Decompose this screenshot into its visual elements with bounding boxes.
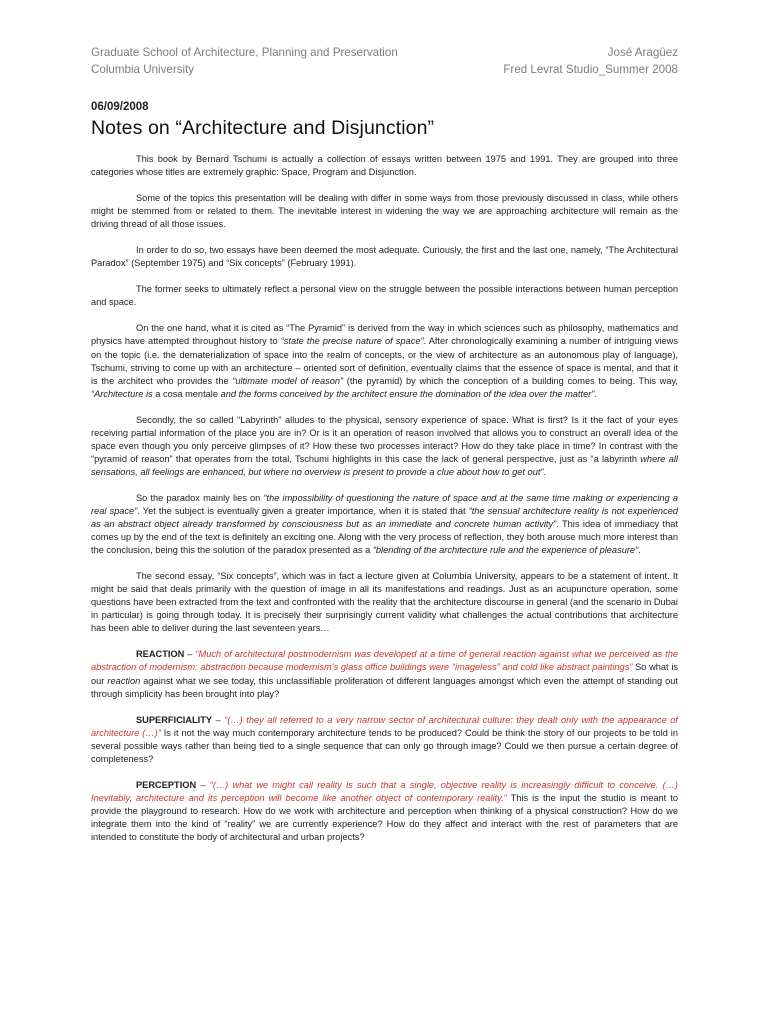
text-span: . This idea of immediacy that comes up by the end of the text is definitely an exciting one. Along with the very process of reflection, they both arouse much more interest than the conclusion, being this the solution of the paradox presented as a — [91, 519, 678, 556]
text-span: . Yet the subject is eventually given a greater importance, when it is stated that — [137, 505, 469, 516]
paragraph-intro: This book by Bernard Tschumi is actually a collection of essays written between 1975 and 1991. They are grouped into three categories whose titles are extremely graphic: Space, Program and Disjunction. — [91, 154, 678, 178]
text-span: . — [638, 545, 641, 556]
quote-span: “Architecture is — [91, 388, 153, 399]
header-right — [503, 44, 678, 78]
dash-span: – — [212, 714, 225, 725]
text-span: So what is our — [91, 662, 678, 686]
text-span: Secondly, the so called “Labyrinth” alludes to the physical, sensory experience of space. What is first? Is it the fact of your eyes receiving partial information of the place you are in? Or is it an operation of reason involved that allows you to construct an overall idea of the space even though you only perceive glimpses of it? How these two processes interact? How do they take place in time? In contrast with the “pyramid of reason” that operates from the total, Tschumi highlights in this case the lack of general perspective, just as “a labyrinth — [91, 414, 678, 464]
paragraph-essays: In order to do so, two essays have been deemed the most adequate. Curiously, the first and the last one, namely, “The Architectural Paradox” (September 1975) and “Six concepts” (February 1991). — [91, 245, 678, 269]
text-span: Is it not the way much contemporary architecture tends to be produced? Could be think the story of our projects to be told in several possible ways rather than being tied to a single sequence that can only go through image? Could we then pursue a certain degree of completeness? — [91, 727, 678, 764]
red-quote-span: “(…) what we might call reality is such that a single, objective reality is increasingly difficult to conceive. (…) Inevitably, architecture and its perception will become like another object of contemporary reality.” — [91, 779, 678, 803]
university-name: Columbia University — [91, 63, 195, 76]
quote-span: “ultimate model of reason” — [232, 375, 344, 386]
text-span: So the paradox mainly lies on — [136, 492, 264, 503]
paragraph-paradox — [91, 492, 678, 557]
keyword-superficiality: SUPERFICIALITY — [136, 714, 213, 725]
paragraph-six-concepts: The second essay, “Six concepts”, which was in fact a lecture given at Columbia University, appears to be a statement of intent. It might be said that deals primarily with the question of image in all its manifestations and readings. Just as an acupuncture operation, some questions have been extracted from the text and confronted with the reality that the architecture discourse in general (and the scenario in Dubai in particular) is going through today. It is precisely their surprisingly current validity what challenges the actual contributions that architecture has been able to deliver during the last seventeen years… — [91, 571, 678, 634]
paragraph-perception — [91, 779, 678, 844]
dash-span: – — [196, 779, 210, 790]
paragraph-reaction — [91, 648, 678, 700]
text-span: against what we see today, this unclassifiable proliferation of different languages amongst which even the attempt of standing out through simplicity has been brought into play? — [91, 675, 678, 699]
paragraph-former: The former seeks to ultimately reflect a personal view on the struggle between the possible interactions between human perception and space. — [91, 284, 678, 308]
studio-name: Fred Levrat Studio_Summer 2008 — [503, 63, 678, 76]
paragraph-labyrinth — [91, 414, 678, 479]
paragraph-pyramid — [91, 322, 678, 400]
text-span: On the one hand, what it is cited as “The Pyramid” is derived from the way in which sciences such as philosophy, mathematics and physics have attempted throughout history to — [91, 323, 678, 347]
paragraph-topics: Some of the topics this presentation will be dealing with differ in some ways from those previously discussed in class, while others might be stemmed from or related to them. The inevitable interest in widening the way we are approaching architecture will remain as the driving thread of all those issues. — [91, 193, 678, 230]
page-header — [91, 44, 678, 78]
quote-span: “blending of the architecture rule and the experience of pleasure” — [372, 545, 639, 556]
document-title: Notes on “Architecture and Disjunction” — [91, 117, 435, 139]
red-quote-span: “(…) they all referred to a very narrow sector of architectural culture: they dealt only with the appearance of architecture (…)” — [91, 714, 678, 738]
text-span: . After chronologically examining a number of intriguing views on the topic (i.e. the dematerialization of space into the realm of concepts, or the view of architecture as an autonomous play of language), Tschumi, striving to come up with an architecture – oriented sort of definition, eventually claims that the essence of space is mental, and that it is the architect who provides the — [91, 336, 678, 386]
author-name: José Aragüez — [607, 46, 678, 59]
text-span: (the pyramid) by which the conception of a building comes to being. This way, — [343, 375, 678, 386]
text-span: This is the input the studio is meant to provide the playground to research. How do we work with architecture and perception when thinking of a physical construction? How do we integrate them into the kind of “reality” we are currently experience? How do they affect and interact with the rest of parameters that are intended to constitute the body of architectural and urban projects? — [91, 792, 678, 842]
text-span: a cosa mentale — [152, 388, 221, 399]
header-left — [91, 44, 398, 78]
quote-span: “state the precise nature of space” — [280, 336, 424, 347]
document-body — [91, 153, 678, 844]
document-date: 06/09/2008 — [91, 101, 149, 113]
quote-span: and the forms conceived by the architect ensure the domination of the idea over the matter” — [220, 388, 595, 399]
keyword-perception: PERCEPTION — [136, 779, 197, 790]
quote-span: where all sensations, all feelings are enhanced, but where no overview is present to provide a clue about how to get out” — [91, 453, 678, 477]
dash-span: – — [184, 649, 196, 660]
school-name: Graduate School of Architecture, Planning and Preservation — [91, 46, 398, 59]
text-span: . — [543, 466, 547, 477]
quote-span: “the sensual architecture reality is not experienced as an abstract object already transformed by consciousness but as an immediate and concrete human activity” — [91, 505, 678, 530]
quote-span: “the impossibility of questioning the nature of space and at the same time making or experiencing a real space” — [91, 492, 678, 516]
red-quote-span: “Much of architectural postmodernism was developed at a time of general reaction against what we perceived as the abstraction of modernism: abstraction because modernism’s glass office buildings were “imageless” and cold like abstract paintings” — [91, 649, 678, 673]
keyword-reaction: REACTION — [136, 649, 185, 660]
quote-span: reaction — [107, 675, 141, 686]
paragraph-superficiality — [91, 714, 678, 766]
text-span: . — [594, 388, 597, 399]
